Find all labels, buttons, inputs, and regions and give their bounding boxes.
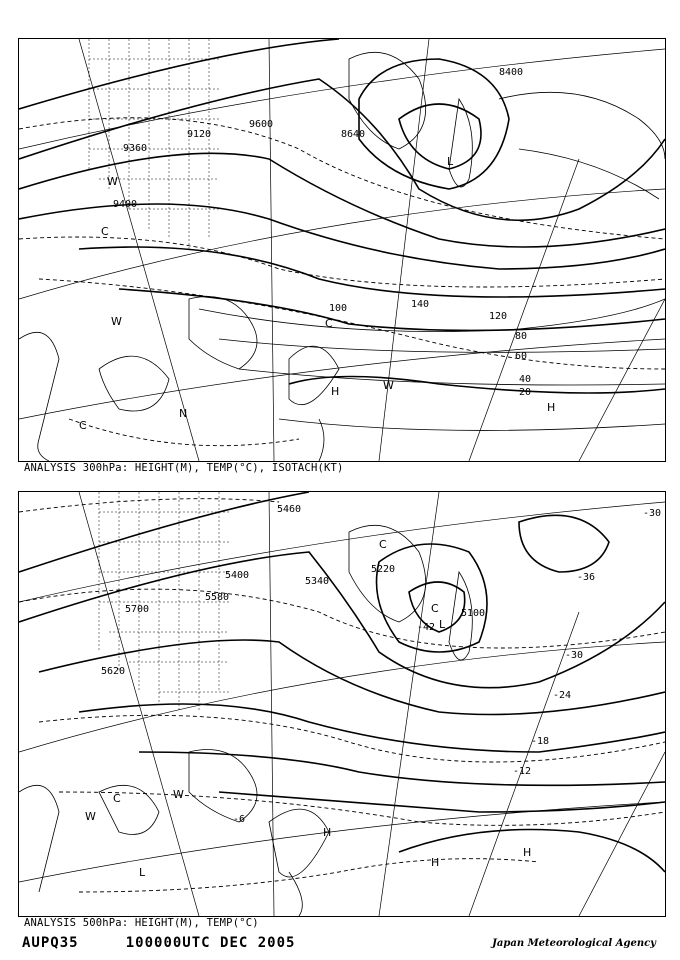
height-label: 9120 [187,129,212,140]
high-pressure-symbol: H [547,401,556,414]
isotach-label: 80 [515,331,528,342]
isotach-label: 40 [519,374,532,385]
temp-label: -30 [565,650,584,661]
height-label: 9600 [249,119,274,130]
map-300hpa-canvas [19,39,665,461]
height-label: 8400 [499,67,524,78]
height-label: 5340 [305,576,330,587]
graticule-lines [19,39,665,461]
height-label: 5580 [205,592,230,603]
cold-center-symbol: C [79,419,87,432]
temp-label: -18 [531,736,550,747]
height-contours [19,39,665,393]
coastlines [19,525,472,916]
cold-center-symbol: C [431,602,439,615]
map-panel-300hpa [18,38,666,462]
high-pressure-symbol: H [331,385,340,398]
isotach-label: 20 [519,387,532,398]
high-pressure-symbol: H [523,846,532,859]
warm-center-symbol: W [107,175,118,188]
cold-center-symbol: C [101,225,109,238]
high-pressure-symbol: H [431,856,440,869]
temp-label: -42 [417,622,436,633]
height-label: 5700 [125,604,150,615]
low-pressure-symbol: L [447,155,454,168]
height-labels-300 [113,67,523,210]
map-panel-500hpa [18,491,666,917]
temp-label: -12 [513,766,532,777]
product-header [22,935,295,951]
height-label: 8640 [341,129,366,140]
temperature-contours [19,118,665,446]
agency-name: Japan Meteorological Agency [492,938,656,949]
map-500hpa-canvas [19,492,665,916]
temp-label: -6 [233,814,246,825]
isotach-label: 100 [329,303,348,314]
isotach-label: 140 [411,299,430,310]
height-label: 5100 [461,608,486,619]
height-contours [19,492,665,872]
height-label: 5220 [371,564,396,575]
height-label: 5400 [225,570,250,581]
low-pressure-symbol: L [439,618,446,631]
warm-center-symbol: W [383,379,394,392]
height-label: 5620 [101,666,126,677]
cold-center-symbol: C [113,792,121,805]
valid-time: 100000UTC DEC 2005 [125,935,296,951]
isotach-label: 60 [515,351,528,362]
cold-center-symbol: C [379,538,387,551]
height-label: 9400 [113,199,138,210]
cold-center-symbol: C [325,317,333,330]
north-marker: N [179,407,188,420]
warm-center-symbol: W [111,315,122,328]
isotach-label: 120 [489,311,508,322]
warm-center-symbol: W [85,810,96,823]
caption-300hpa: ANALYSIS 300hPa: HEIGHT(M), TEMP(°C), ISOTACH(KT) [24,462,344,474]
height-label: 9360 [123,143,148,154]
temp-labels-500 [233,508,661,825]
temp-label: -36 [577,572,596,583]
high-pressure-symbol: H [323,826,332,839]
warm-center-symbol: W [173,788,184,801]
product-id: AUPQ35 [22,935,79,951]
temp-label: -30 [643,508,662,519]
caption-500hpa: ANALYSIS 500hPa: HEIGHT(M), TEMP(°C) [24,917,259,929]
low-pressure-symbol: L [139,866,146,879]
height-label: 5460 [277,504,302,515]
temp-label: -24 [553,690,572,701]
symbols-300 [79,155,555,432]
graticule-lines [19,492,665,916]
